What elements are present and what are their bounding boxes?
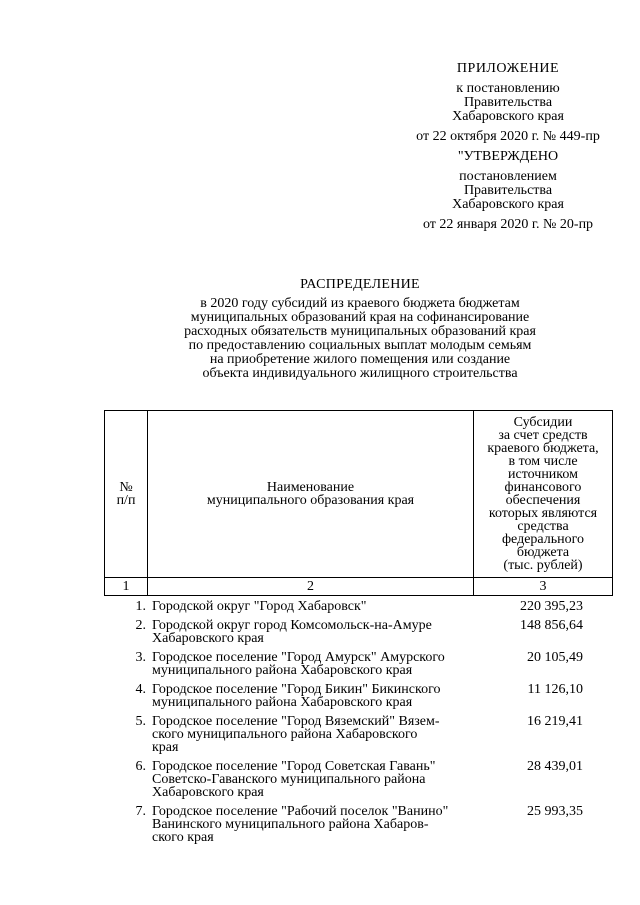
col-subsidy-header-line: Субсидии [513, 415, 573, 430]
heading-line: в 2020 году субсидий из краевого бюджета бюджетам [200, 296, 520, 311]
row-name-line: ского муниципального района Хабаровского [152, 727, 418, 742]
row-name-line: Хабаровского края [152, 631, 264, 646]
row-amount: 220 395,23 [520, 599, 583, 614]
approved-line: постановлением [459, 169, 557, 184]
col-number-header [105, 411, 148, 578]
col-subsidy-header [474, 411, 613, 578]
appendix-block [388, 62, 628, 144]
heading-line: по предоставлению социальных выплат молодым семьям [188, 338, 532, 353]
distribution-table-header [104, 410, 613, 596]
row-name-line: Ванинского муниципального района Хабаров- [152, 817, 429, 832]
row-name-line: Хабаровского края [152, 785, 264, 800]
col-subsidy-header-line: средства [517, 519, 569, 534]
table-row [104, 683, 613, 715]
col-subsidy-header-line: финансового [504, 480, 582, 495]
col-number-index: 1 [105, 578, 148, 596]
approved-line: Хабаровского края [452, 197, 564, 212]
row-number: 1. [135, 599, 146, 614]
table-row [104, 651, 613, 683]
row-name-line: Городское поселение "Город Вяземский" Вязем- [152, 714, 440, 729]
table-row [104, 760, 613, 805]
row-name [146, 715, 477, 760]
appendix-line: Хабаровского края [452, 109, 564, 124]
approved-title: "УТВЕРЖДЕНО [457, 149, 559, 164]
col-subsidy-header-line: за счет средств [498, 428, 588, 443]
col-number-header-line: п/п [116, 493, 136, 508]
row-name-line: Городское поселение "Город Советская Гавань" [152, 759, 436, 774]
row-number: 2. [135, 618, 146, 633]
row-amount: 20 105,49 [527, 650, 583, 665]
row-name-line: Городской округ город Комсомольск-на-Амуре [152, 618, 432, 633]
col-subsidy-header-line: в том числе [508, 454, 578, 469]
row-name [146, 683, 477, 715]
appendix-line: к постановлению [456, 81, 560, 96]
row-name-line: Городское поселение "Город Амурск" Амурского [152, 650, 445, 665]
row-name [146, 760, 477, 805]
table-row [104, 619, 613, 651]
heading-line: муниципальных образований края на софинансирование [190, 310, 530, 325]
col-subsidy-header-line: которых являются [488, 506, 598, 521]
row-name [146, 651, 477, 683]
row-name-line: ского края [152, 830, 214, 845]
row-name-line: муниципального района Хабаровского края [152, 695, 413, 710]
col-name-index: 2 [148, 578, 474, 596]
row-name-line: муниципального района Хабаровского края [152, 663, 413, 678]
col-subsidy-header-line: бюджета [516, 545, 570, 560]
row-amount: 28 439,01 [527, 759, 583, 774]
approved-line: Правительства [463, 183, 553, 198]
row-amount: 148 856,64 [520, 618, 583, 633]
appendix-date: от 22 октября 2020 г. № 449-пр [416, 129, 600, 144]
col-subsidy-header-line: обеспечения [505, 493, 581, 508]
row-number: 3. [135, 650, 146, 665]
col-subsidy-header-line: (тыс. рублей) [503, 558, 583, 573]
table-row [104, 805, 613, 850]
heading-title: РАСПРЕДЕЛЕНИЕ [300, 277, 420, 292]
distribution-table-body [104, 600, 613, 850]
row-name-line: края [152, 740, 179, 755]
row-number: 4. [135, 682, 146, 697]
document-heading [100, 278, 620, 381]
table-row [104, 715, 613, 760]
col-subsidy-index: 3 [474, 578, 613, 596]
heading-line: на приобретение жилого помещения или создание [209, 352, 511, 367]
row-name [146, 619, 477, 651]
heading-line: расходных обязательств муниципальных образований края [184, 324, 536, 339]
row-amount: 11 126,10 [527, 682, 583, 697]
col-name-header-line: муниципального образования края [206, 493, 415, 508]
col-name-header-line: Наименование [266, 480, 355, 495]
row-number: 6. [135, 759, 146, 774]
row-name [146, 805, 477, 850]
row-name-line: Городское поселение "Город Бикин" Бикинского [152, 682, 441, 697]
row-name-line: Городской округ "Город Хабаровск" [152, 599, 367, 614]
row-amount: 16 219,41 [527, 714, 583, 729]
row-name-line: Городское поселение "Рабочий поселок "Ванино" [152, 804, 449, 819]
heading-line: объекта индивидуального жилищного строительства [202, 366, 518, 381]
col-name-header [148, 411, 474, 578]
table-row [104, 600, 613, 619]
row-number: 7. [135, 804, 146, 819]
row-name-line: Советско-Гаванского муниципального района [152, 772, 426, 787]
col-number-header-line: № [119, 480, 133, 495]
col-subsidy-header-line: источником [508, 467, 578, 482]
row-name [146, 600, 477, 619]
row-amount: 25 993,35 [527, 804, 583, 819]
col-subsidy-header-line: федерального [501, 532, 585, 547]
row-number: 5. [135, 714, 146, 729]
appendix-line: Правительства [463, 95, 553, 110]
approved-date: от 22 января 2020 г. № 20-пр [422, 217, 594, 232]
col-subsidy-header-line: краевого бюджета, [487, 441, 599, 456]
approved-block [388, 150, 628, 232]
appendix-title: ПРИЛОЖЕНИЕ [456, 61, 560, 76]
